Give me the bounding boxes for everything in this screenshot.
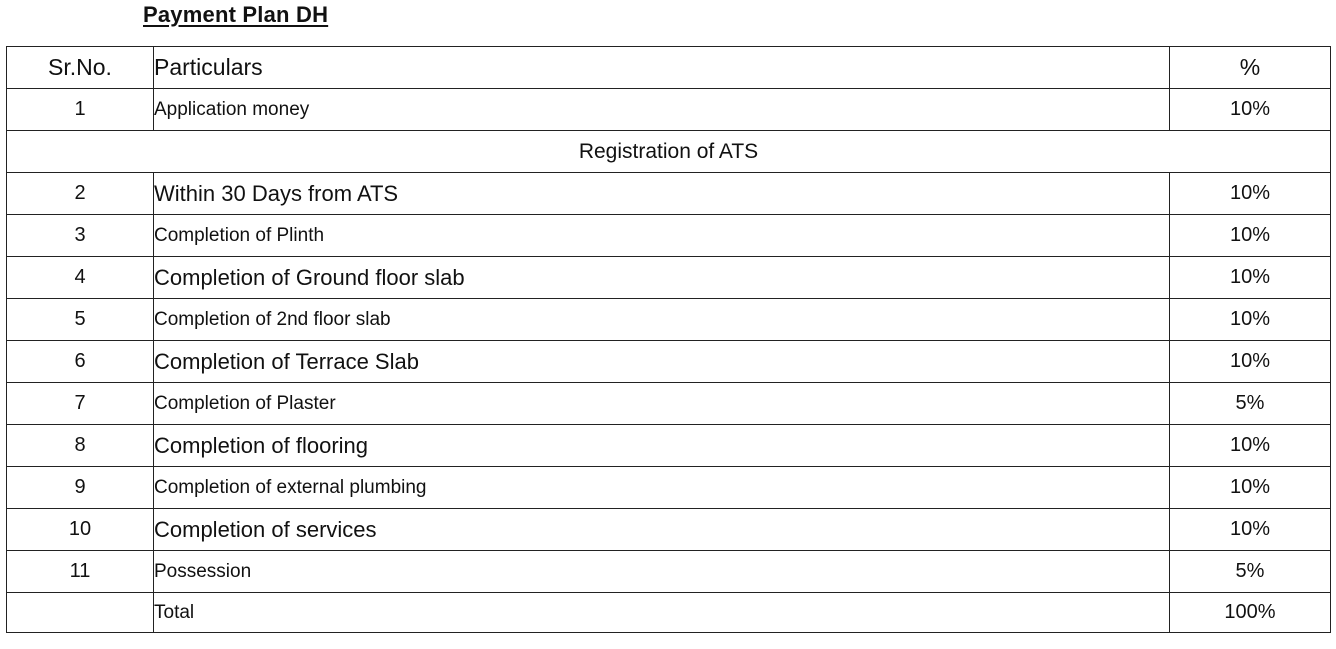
table-row bbox=[7, 509, 1331, 551]
row-percent: 10% bbox=[1170, 467, 1331, 509]
row-percent: 10% bbox=[1170, 299, 1331, 341]
row-particulars: Completion of Plinth bbox=[154, 215, 1170, 257]
row-percent: 10% bbox=[1170, 89, 1331, 131]
header-sr-no: Sr.No. bbox=[7, 47, 154, 89]
row-percent: 10% bbox=[1170, 215, 1331, 257]
row-percent: 10% bbox=[1170, 257, 1331, 299]
row-percent: 5% bbox=[1170, 383, 1331, 425]
row-percent: 10% bbox=[1170, 173, 1331, 215]
total-sr-empty bbox=[7, 593, 154, 633]
section-row bbox=[7, 131, 1331, 173]
row-percent: 10% bbox=[1170, 509, 1331, 551]
row-sr-no: 7 bbox=[7, 383, 154, 425]
row-sr-no: 5 bbox=[7, 299, 154, 341]
row-particulars: Possession bbox=[154, 551, 1170, 593]
row-sr-no: 3 bbox=[7, 215, 154, 257]
table-row bbox=[7, 383, 1331, 425]
row-percent: 10% bbox=[1170, 425, 1331, 467]
page-title: Payment Plan DH bbox=[143, 2, 329, 27]
row-sr-no: 4 bbox=[7, 257, 154, 299]
header-particulars: Particulars bbox=[154, 47, 1170, 89]
payment-plan-table bbox=[6, 46, 1331, 633]
row-particulars: Completion of flooring bbox=[154, 425, 1170, 467]
row-percent: 10% bbox=[1170, 341, 1331, 383]
row-sr-no: 9 bbox=[7, 467, 154, 509]
row-particulars: Completion of Plaster bbox=[154, 383, 1170, 425]
row-particulars: Completion of Ground floor slab bbox=[154, 257, 1170, 299]
row-particulars: Completion of Terrace Slab bbox=[154, 341, 1170, 383]
table-row bbox=[7, 173, 1331, 215]
table-header-row bbox=[7, 47, 1331, 89]
row-sr-no: 11 bbox=[7, 551, 154, 593]
table-row bbox=[7, 467, 1331, 509]
row-particulars: Completion of 2nd floor slab bbox=[154, 299, 1170, 341]
table-row bbox=[7, 257, 1331, 299]
row-sr-no: 10 bbox=[7, 509, 154, 551]
row-sr-no: 2 bbox=[7, 173, 154, 215]
row-sr-no: 1 bbox=[7, 89, 154, 131]
header-percent: % bbox=[1170, 47, 1331, 89]
row-sr-no: 6 bbox=[7, 341, 154, 383]
table-row bbox=[7, 299, 1331, 341]
row-particulars: Within 30 Days from ATS bbox=[154, 173, 1170, 215]
table-row bbox=[7, 425, 1331, 467]
table-row bbox=[7, 215, 1331, 257]
row-sr-no: 8 bbox=[7, 425, 154, 467]
row-particulars: Completion of services bbox=[154, 509, 1170, 551]
total-label: Total bbox=[154, 593, 1170, 633]
table-row bbox=[7, 89, 1331, 131]
row-particulars: Completion of external plumbing bbox=[154, 467, 1170, 509]
row-particulars: Application money bbox=[154, 89, 1170, 131]
row-percent: 5% bbox=[1170, 551, 1331, 593]
table-row bbox=[7, 551, 1331, 593]
table-row bbox=[7, 341, 1331, 383]
total-row bbox=[7, 593, 1331, 633]
section-label: Registration of ATS bbox=[7, 131, 1331, 173]
total-percent: 100% bbox=[1170, 593, 1331, 633]
